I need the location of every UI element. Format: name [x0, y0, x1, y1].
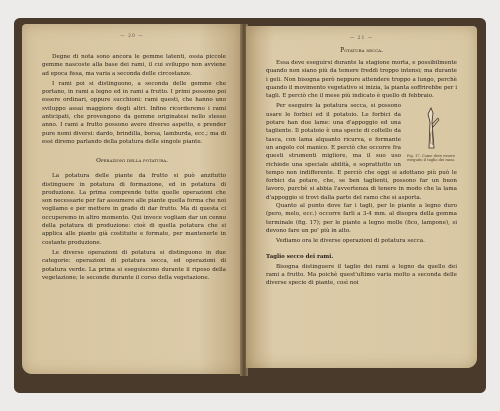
right-paragraph-1: Essa deve eseguirsi durante la stagione morta, e possibilmente quando non siano più da temere freddi troppo intensi; ma durante i geli. Non bisogna però neppure attendere troppo a lungo, perchè quando il movimento vegetativo si inizia, la pianta soffrirebbe per i tagli. E perciò che il mese più indicato è quello di febbraio. — [266, 60, 457, 100]
left-page-number: — 20 — — [120, 34, 144, 39]
left-paragraph-1: Degne di nota sono ancora le gemme latenti, ossia piccole gemme nascoste alla base dei rami, il cui sviluppo non avviene ad epoca fissa, ma varia a seconda delle circostanze. — [42, 54, 226, 77]
right-subsection-title: Taglio secco dei rami. — [266, 253, 334, 260]
right-paragraph-3: Quanto al punto dove far i tagli, per le piante a legno duro (pero, melo, ecc.) occorre farli a 3-4 mm. al disopra della gemma terminale (fig. 17); per le piante a legno molle (fico, lampone), si devono fare un po' più in alto. — [266, 203, 457, 234]
left-page — [22, 24, 242, 374]
left-paragraph-3: La potatura delle piante da frutto si può anzitutto distinguere in potatura di formazione, ed in potatura di produzione. La prima comprende tutte quelle operazioni che son necessarie per far assumere alle piante quella forma che noi vogliamo e per mettere in grado di dar frutto. Ma di questa ci occuperemo in altro momento. Qui invece vogliam dar un cenno della potatura di produzione: cioè di quella potatura che si applica alle piante già costituite e formate, per mantenerle in costante produzione. — [42, 173, 226, 246]
figure-caption: Fig. 17. Come deve essere eseguito il taglio dei rami. — [406, 153, 456, 163]
left-paragraph-2: I rami poi si distinguono, a seconda delle gemme che portano, in rami a legno ed in rami a frutto. I primi possono poi essere ordinari, oppure succhioni: rami questi, che hanno uno sviluppo assai maggiore degli altri. Infine ricorderemo i rami anticipati, che provengono da gemme originatesi nello stesso anno. I rami a frutto possono avere diverso aspetto, e prender pure nomi diversi: dardo, brindilla, borsa, lamburda, ecc.; ma di essi diremo parlando della potatura delle singole piante. — [42, 80, 226, 145]
right-page — [246, 26, 477, 368]
right-paragraph-2: Per eseguire la potatura secca, si possono usare le forbici ed il potatoio. Le forbici da potare han due lame: una d'appoggio ed una tagliente. Il potatoio è una specie di coltello da tasca, con lama alquanto ricurva, e formante un angolo col manico. E perciò che occorre fra questi strumenti migliore, ma il suo uso richiede una speciale abilità, e soprattutto un tempo non indifferente. E perciò che oggi si adottano più può le forbici da potare, che, se ben taglienti, possono far un buon lavoro, purchè si abbia l'avvertenza di tenere in modo che la lama d'appoggio si trovi dalla parte del ramo che si asporta. — [266, 103, 457, 201]
left-section-title: Operazioni della potatura. — [96, 158, 168, 165]
right-section-title: Potatura secca. — [340, 47, 383, 54]
right-paragraph-5: Bisogna distinguere il taglio dei rami a legno da quello dei rami a frutto. Ma poichè quest'ultimo varia molto a seconda delle diverse specie di piante, così noi — [266, 263, 457, 287]
right-page-number: — 21 — — [349, 36, 374, 41]
figure-17 — [405, 104, 457, 162]
branch-cut-illustration — [420, 104, 442, 150]
right-paragraph-4: Vediamo ora le diverse operazioni di potatura secca. — [276, 238, 425, 245]
left-paragraph-4: Le diverse operazioni di potatura si distinguono in due categorie: operazioni di potatura secca, ed operazioni di potatura verde. La prima si eseguiscono durante il riposo della vegetazione; le seconde durante il corso della vegetazione. — [42, 249, 226, 281]
